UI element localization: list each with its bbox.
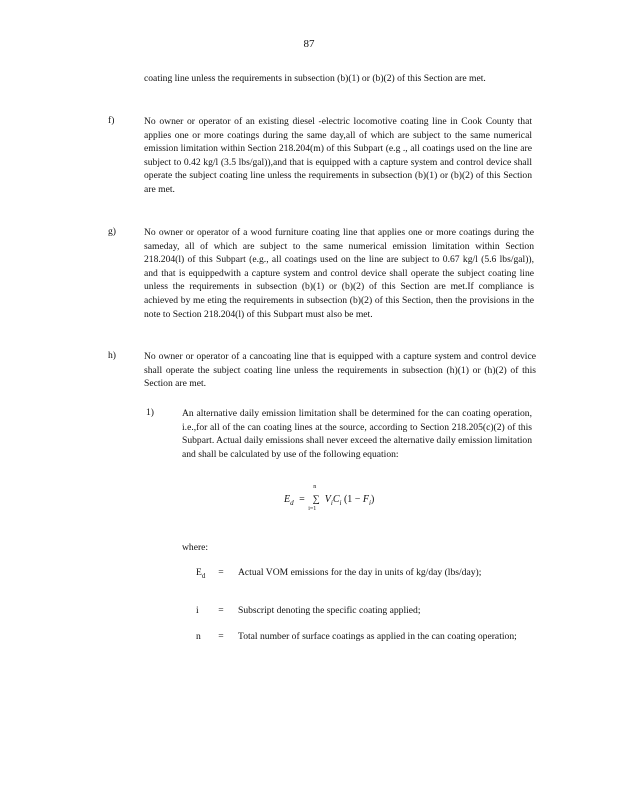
subparagraph-1-label: 1): [146, 407, 154, 418]
subparagraph-1-text: An alternative daily emission limitation shall be determined for the can coating operation, i.e.,for all of the can coating lines at the source, according to Section 218.205(c)(2) of this Subpart. Actual daily emissions shall never exceed the alternative daily emission limitation and shall be calculated by use of the following equation:: [182, 408, 532, 460]
eq-lhs: E: [284, 494, 291, 505]
sum-lower-limit: i=1: [308, 506, 317, 512]
eq-term-c: C: [332, 494, 340, 505]
where-label: where:: [182, 542, 209, 553]
paragraph-f-label: f): [108, 115, 115, 126]
eq-term-f: F: [362, 494, 370, 505]
eq-term-c-sub: i: [339, 499, 342, 507]
eq-term-v-sub: i: [330, 499, 333, 507]
definition-text: Total number of surface coatings as applied in the can coating operation;: [238, 631, 517, 642]
definition-symbol: n: [196, 631, 201, 642]
paragraph-h-label: h): [108, 350, 116, 361]
sum-upper-limit: n: [313, 484, 317, 490]
definition-equals: =: [218, 631, 224, 642]
definition-symbol: $E_d$: [196, 567, 206, 580]
definition-row: [0, 566, 618, 596]
definition-row: [0, 630, 618, 660]
eq-term-v: V: [324, 494, 331, 505]
sum-sign: ∑: [312, 494, 320, 505]
emission-equation: [284, 484, 375, 512]
definition-equals: =: [218, 567, 224, 578]
definition-equals: =: [218, 605, 224, 616]
paragraph-f-text: No owner or operator of an existing diesel -electric locomotive coating line in Cook County that applies one or more coatings during the same day,all of which are subject to the same numerical emission limitation within Section 218.204(m) of this Subpart (e.g ., all coatings used on the line are subject to 0.42 kg/l (3.5 lbs/gal)),and that is equipped with a capture system and control device shall operate the subject coating line unless the requirements in subsection (b)(1) or (b)(2) of this Section are met.: [144, 116, 532, 195]
summation-symbol: [308, 484, 322, 512]
eq-paren-open: (1 −: [343, 494, 363, 505]
eq-equals: =: [299, 494, 305, 505]
definition-text: Subscript denoting the specific coating applied;: [238, 605, 421, 616]
eq-lhs-sub: d: [290, 499, 294, 507]
eq-paren-close: ): [370, 494, 375, 505]
definition-symbol: i: [196, 605, 199, 616]
eq-term-f-sub: i: [369, 499, 371, 507]
paragraph-g-text: No owner or operator of a wood furniture coating line that applies one or more coatings during the sameday, all of which are subject to the same numerical emission limitation within Section 218.204(l) of this Subpart (e.g., all coatings used on the line are subject to 0.67 kg/l (5.6 lbs/gal)), and that is equippedwith a capture system and control device shall operate the subject coating line unless the requirements in subsection (b)(1) or (b)(2) of this Section are met.If compliance is achieved by me eting the requirements in subsection (b)(2) of this Section, then the provisions in the note to Section 218.204(l) of this Subpart must also be met.: [144, 227, 534, 320]
page-number: 87: [303, 38, 315, 50]
intro-continuation-text: coating line unless the requirements in subsection (b)(1) or (b)(2) of this Section are met.: [144, 73, 486, 84]
paragraph-h-text: No owner or operator of a cancoating line that is equipped with a capture system and control device shall operate the subject coating line unless the requirements in subsection (h)(1) or (h)(2) of this Section are met.: [144, 351, 536, 390]
definition-text: Actual VOM emissions for the day in units of kg/day (lbs/day);: [238, 567, 482, 578]
definition-row: [0, 604, 618, 620]
paragraph-g-label: g): [108, 226, 116, 237]
